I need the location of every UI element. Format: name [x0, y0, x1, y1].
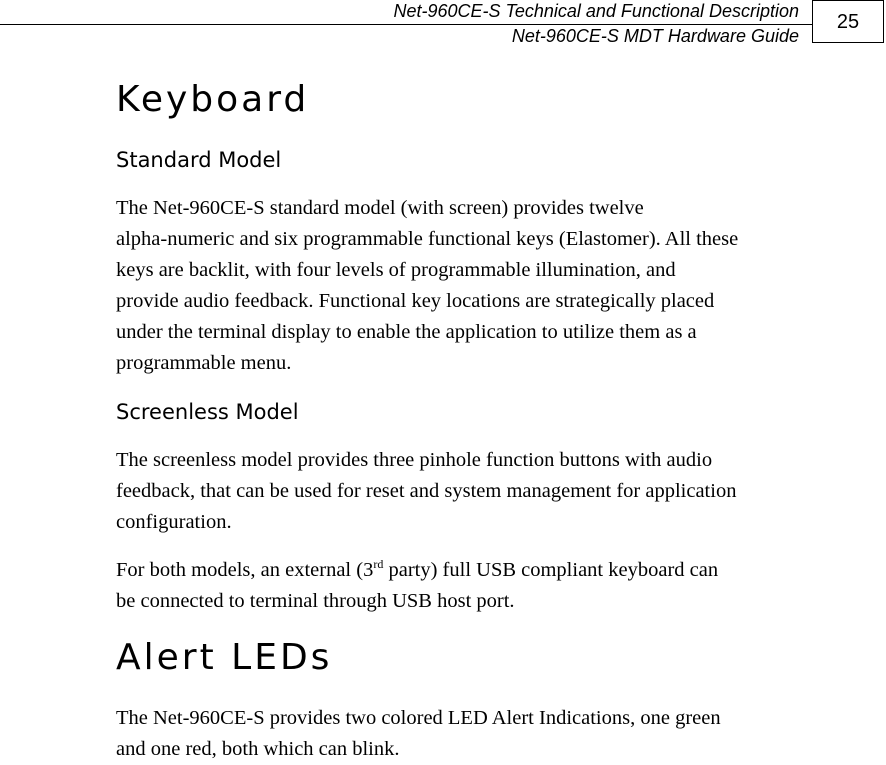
paragraph-standard-model — [116, 193, 826, 379]
paragraph-line: feedback, that can be used for reset and system management for application — [116, 480, 737, 502]
paragraph-line: alpha-numeric and six programmable functional keys (Elastomer). All these — [116, 228, 739, 250]
header-rule — [0, 24, 812, 25]
header-document-title: Net-960CE-S Technical and Functional Description — [393, 1, 799, 21]
paragraph-alert-leds — [116, 703, 826, 765]
paragraph-line: provide audio feedback. Functional key locations are strategically placed — [116, 290, 715, 312]
paragraph-screenless-model — [116, 445, 826, 538]
paragraph-line: and one red, both which can blink. — [116, 738, 400, 760]
paragraph-both-models — [116, 555, 826, 617]
paragraph-text: party) full USB compliant keyboard can — [383, 559, 719, 581]
paragraph-line: keys are backlit, with four levels of programmable illumination, and — [116, 259, 676, 281]
heading-keyboard: Keyboard — [116, 79, 310, 120]
heading-alert-leds: Alert LEDs — [116, 637, 333, 678]
paragraph-line: The screenless model provides three pinhole function buttons with audio — [116, 449, 713, 471]
paragraph-line: under the terminal display to enable the application to utilize them as a — [116, 321, 697, 343]
heading-screenless-model: Screenless Model — [116, 400, 299, 424]
superscript-ordinal: rd — [373, 557, 384, 571]
heading-standard-model: Standard Model — [116, 148, 282, 172]
paragraph-line: configuration. — [116, 511, 232, 533]
paragraph-text: For both models, an external (3 — [116, 559, 374, 581]
paragraph-line: The Net-960CE-S provides two colored LED Alert Indications, one green — [116, 707, 721, 729]
paragraph-line: programmable menu. — [116, 352, 292, 374]
paragraph-line: The Net-960CE-S standard model (with screen) provides twelve — [116, 197, 644, 219]
paragraph-line: be connected to terminal through USB host port. — [116, 590, 515, 612]
page-number: 25 — [812, 0, 884, 43]
header-guide-title: Net-960CE-S MDT Hardware Guide — [511, 26, 799, 46]
